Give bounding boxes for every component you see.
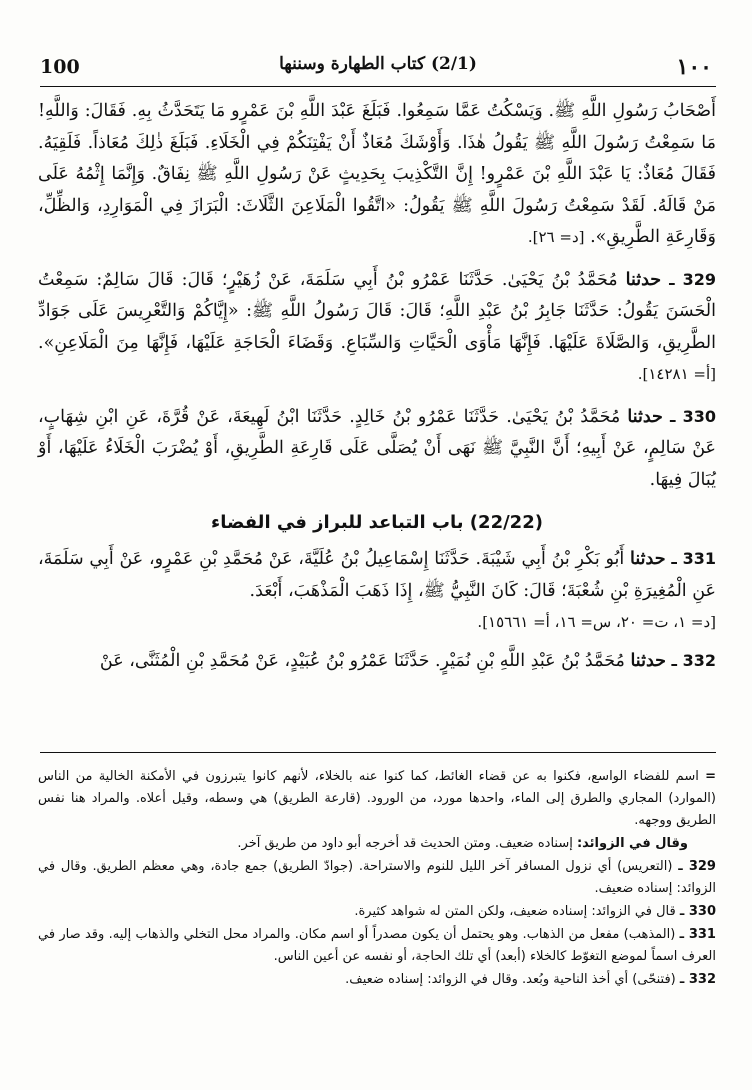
hadith-number: 331 xyxy=(682,549,716,568)
hadith-text: مُحَمَّدُ بْنُ يَحْيَىٰ. حَدَّثَنَا عَمْرُو بْنُ خَالِدٍ. حَدَّثَنَا ابْنُ لَهِيعَةَ، عَنْ قُرَّةَ، عَنِ ابْنِ شِهَابٍ، عَنْ سَالِمٍ، عَنْ أَبِيهِ؛ أَنَّ النَّبِيَّ ﷺ نَهَى أَنْ يُصَلَّى عَلَى قَارِعَةِ الطَّرِيقِ، أَوْ يُضْرَبَ الْخَلَاءُ عَلَيْهَا، أَوْ يُبَالَ فِيهَا. xyxy=(38,406,716,490)
hadith-isnad-word: حدثنا xyxy=(630,549,666,569)
page-header xyxy=(40,46,716,87)
hadith-number: 329 xyxy=(682,269,716,289)
hadith-332: 332 ـ حدثنا مُحَمَّدُ بْنُ عَبْدِ اللَّهِ بْنِ نُمَيْرٍ. حَدَّثَنَا عَمْرُو بْنُ عُبَيْدٍ، عَنْ مُحَمَّدِ بْنِ الْمُثَنَّى، عَنْ xyxy=(99,651,716,671)
running-title: (2/1) كتاب الطهارة وسننها xyxy=(279,54,477,74)
hadith-number: 330 xyxy=(682,406,716,426)
footnote-332: 332 ـ (فتنحّى) أي أخذ الناحية وبُعد. وقال في الزوائد: إسناده ضعيف. xyxy=(345,972,716,987)
hadith-331: 331 ـ حدثنا أَبُو بَكْرِ بْنُ أَبِي شَيْبَةَ. حَدَّثَنَا إِسْمَاعِيلُ بْنُ عُلَيَّةَ، عَنْ مُحَمَّدِ بْنِ عَمْرٍو، عَنْ أَبِي سَلَمَةَ، عَنِ الْمُغِيرَةِ بْنِ شُعْبَةَ؛ قَالَ: كَانَ النَّبِيُّ ﷺ، إِذَا ذَهَبَ الْمَذْهَبَ، أَبْعَدَ. xyxy=(38,549,716,601)
hadith-reference: [أ= ١٤٢٨١]. xyxy=(637,365,716,383)
hadith-isnad-word: حدثنا xyxy=(625,269,662,290)
hadith-330: 330 ـ حدثنا مُحَمَّدُ بْنُ يَحْيَىٰ. حَدَّثَنَا عَمْرُو بْنُ خَالِدٍ. حَدَّثَنَا ابْنُ لَهِيعَةَ، عَنْ قُرَّةَ، عَنِ ابْنِ شِهَابٍ، عَنْ سَالِمٍ، عَنْ أَبِيهِ؛ أَنَّ النَّبِيَّ ﷺ نَهَى أَنْ يُصَلَّى عَلَى قَارِعَةِ الطَّرِيقِ، أَوْ يُضْرَبَ الْخَلَاءُ عَلَيْهَا، أَوْ يُبَالَ فِيهَا. xyxy=(38,406,716,490)
hadith-isnad-word: حدثنا xyxy=(630,651,666,671)
footnote-330: 330 ـ قال في الزوائد: إسناده ضعيف، ولكن المتن له شواهد كثيرة. xyxy=(354,904,716,919)
hadith-text: مُحَمَّدُ بْنُ عَبْدِ اللَّهِ بْنِ نُمَيْرٍ. حَدَّثَنَا عَمْرُو بْنُ عُبَيْدٍ، عَنْ مُحَمَّدِ بْنِ الْمُثَنَّى، عَنْ xyxy=(99,651,625,671)
hadith-text: أَبُو بَكْرِ بْنُ أَبِي شَيْبَةَ. حَدَّثَنَا إِسْمَاعِيلُ بْنُ عُلَيَّةَ، عَنْ مُحَمَّدِ بْنِ عَمْرٍو، عَنْ أَبِي سَلَمَةَ، عَنِ الْمُغِيرَةِ بْنِ شُعْبَةَ؛ قَالَ: كَانَ النَّبِيُّ ﷺ، إِذَا ذَهَبَ الْمَذْهَبَ، أَبْعَدَ. xyxy=(38,549,716,601)
footnote-331: 331 ـ (المذهب) مفعل من الذهاب. وهو يحتمل أن يكون مصدراً أو اسم مكان. والمراد محل التخلي والذهاب إليه. وقد صار في العرف اسماً لموضع التغوّط كالخلاء (أبعد) أي تلك الحاجة، أو نفسه عن أعين الناس. xyxy=(38,927,716,964)
chapter-heading: (22/22) باب التباعد للبراز في الفضاء xyxy=(211,512,543,533)
hadith-number: 332 xyxy=(682,651,716,670)
footnote-zawaid: وقال في الزوائد: إسناده ضعيف. ومتن الحديث قد أخرجه أبو داود من طريق آخر. xyxy=(237,836,688,851)
footnote-329: 329 ـ (التعريس) أي نزول المسافر آخر الليل للنوم والاستراحة. (جوادّ الطريق) جمع جادة، وهي معظم الطريق. وقال في الزوائد: إسناده ضعيف. xyxy=(38,859,716,896)
main-text xyxy=(38,96,716,686)
hadith-text: أَصْحَابُ رَسُولِ اللَّهِ ﷺ. وَيَسْكُتُ عَمَّا سَمِعُوا. فَبَلَغَ عَبْدَ اللَّهِ بْنَ عَمْرٍو مَا يَتَحَدَّثُ بِهِ. فَقَالَ: وَاللَّهِ! مَا سَمِعْتُ رَسُولَ اللَّهِ ﷺ يَقُولُ هٰذَا. وَأَوْشَكَ مُعَاذٌ أَنْ يَفْتِنَكُمْ فِي الْخَلَاءِ. فَبَلَغَ ذٰلِكَ مُعَاذاً. فَلَقِيَهُ. فَقَالَ مُعَاذٌ: يَا عَبْدَ اللَّهِ بْنَ عَمْرٍو! إِنَّ التَّكْذِيبَ بِحَدِيثٍ عَنْ رَسُولِ اللَّهِ ﷺ نِفَاقٌ. وَإِنَّمَا إِثْمُهُ عَلَى مَنْ قَالَهُ. لَقَدْ سَمِعْتُ رَسُولَ اللَّهِ ﷺ يَقُولُ: «اتَّقُوا الْمَلَاعِنَ الثَّلَاثَ: الْبَرَازَ فِي الْمَوَارِدِ، وَالظِّلِّ، وَقَارِعَةِ الطَّرِيقِ». xyxy=(38,101,716,247)
page-number-latin: 100 xyxy=(40,56,80,78)
footnotes xyxy=(38,766,716,992)
hadith-reference: [د= ٢٦]. xyxy=(527,228,585,246)
footnote-continuation: = اسم للفضاء الواسع، فكنوا به عن قضاء الغائط، كما كنوا عنه بالخلاء، لأنهم كانوا يتبرزون في الأمكنة الخالية من الناس (الموارد) المجاري والطرق إلى الماء، واحدها مورد، من الورود. (قارعة الطريق) هي وسطه، وقيل أعلاه. والمراد هنا نفس الطريق ووجهه. xyxy=(38,769,716,828)
hadith-text: مُحَمَّدُ بْنُ يَحْيَىٰ. حَدَّثَنَا عَمْرُو بْنُ أَبِي سَلَمَةَ، عَنْ زُهَيْرٍ؛ قَالَ: قَالَ سَالِمٌ: سَمِعْتُ الْحَسَنَ يَقُولُ: حَدَّثَنَا جَابِرُ بْنُ عَبْدِ اللَّهِ؛ قَالَ: قَالَ رَسُولُ اللَّهِ ﷺ: «إِيَّاكُمْ وَالتَّعْرِيسَ عَلَى جَوَادِّ الطَّرِيقِ، وَالصَّلَاةَ عَلَيْهَا. فَإِنَّهَا مَأْوَى الْحَيَّاتِ وَالسِّبَاعِ. وَقَضَاءَ الْحَاجَةِ عَلَيْهَا، فَإِنَّهَا مِنَ الْمَلَاعِنِ». xyxy=(38,269,716,353)
hadith-329: 329 ـ حدثنا مُحَمَّدُ بْنُ يَحْيَىٰ. حَدَّثَنَا عَمْرُو بْنُ أَبِي سَلَمَةَ، عَنْ زُهَيْرٍ؛ قَالَ: قَالَ سَالِمٌ: سَمِعْتُ الْحَسَنَ يَقُولُ: حَدَّثَنَا جَابِرُ بْنُ عَبْدِ اللَّهِ؛ قَالَ: قَالَ رَسُولُ اللَّهِ ﷺ: «إِيَّاكُمْ وَالتَّعْرِيسَ عَلَى جَوَادِّ الطَّرِيقِ، وَالصَّلَاةَ عَلَيْهَا. فَإِنَّهَا مَأْوَى الْحَيَّاتِ وَالسِّبَاعِ. وَقَضَاءَ الْحَاجَةِ عَلَيْهَا، فَإِنَّهَا مِنَ الْمَلَاعِنِ». [أ= ١٤٢٨١]. xyxy=(38,269,716,383)
hadith-continuation xyxy=(38,96,716,254)
page-number-arabic: ١٠٠ xyxy=(676,54,712,80)
hadith-isnad-word: حدثنا xyxy=(627,406,663,427)
footnote-divider xyxy=(40,752,716,753)
hadith-reference: [د= ١، ت= ٢٠، س= ١٦، أ= ١٥٦٦١]. xyxy=(477,613,716,631)
